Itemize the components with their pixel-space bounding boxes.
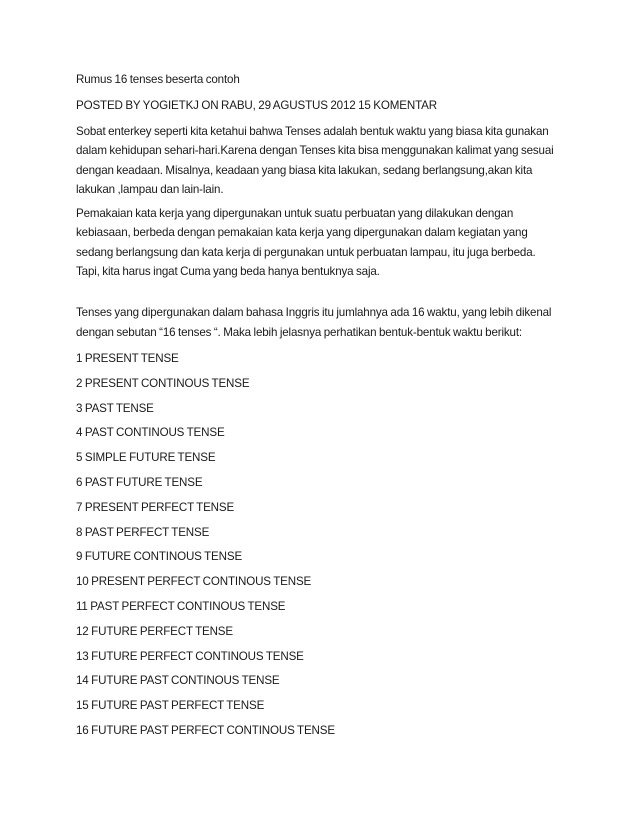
list-item: 2 PRESENT CONTINOUS TENSE: [76, 376, 250, 390]
document-page: [76, 70, 576, 744]
paragraph-usage: [76, 204, 576, 281]
list-item: 10 PRESENT PERFECT CONTINOUS TENSE: [76, 575, 312, 589]
list-item: 12 FUTURE PERFECT TENSE: [76, 624, 233, 638]
tenses-list: [76, 347, 576, 744]
list-item: 3 PAST TENSE: [76, 401, 154, 415]
paragraph-line: dalam kehidupan sehari-hari.Karena dengan Tenses kita bisa menggunakan kalimat yang sesuai: [76, 144, 554, 158]
post-byline: POSTED BY YOGIETKJ ON RABU, 29 AGUSTUS 2012 15 KOMENTAR: [76, 99, 437, 112]
paragraph-line: dengan keadaan. Misalnya, keadaan yang biasa kita lakukan, sedang berlangsung,akan kita: [76, 163, 533, 177]
paragraph-tenses-intro: [76, 303, 576, 342]
list-item: 13 FUTURE PERFECT CONTINOUS TENSE: [76, 649, 304, 663]
paragraph-line: Sobat enterkey seperti kita ketahui bahwa Tenses adalah bentuk waktu yang biasa kita gunakan: [76, 125, 549, 138]
paragraph-line: Pemakaian kata kerja yang dipergunakan untuk suatu perbuatan yang dilakukan dengan: [76, 207, 514, 221]
list-item: 9 FUTURE CONTINOUS TENSE: [76, 550, 243, 564]
paragraph-spacer: [76, 286, 576, 303]
list-item: 5 SIMPLE FUTURE TENSE: [76, 451, 216, 465]
paragraph-line: kebiasaan, berbeda dengan pemakaian kata kerja yang dipergunakan dalam kegiatan yang: [76, 226, 528, 240]
document-title: Rumus 16 tenses beserta contoh: [76, 73, 240, 86]
list-item: 15 FUTURE PAST PERFECT TENSE: [76, 699, 265, 713]
paragraph-line: lakukan ,lampau dan lain-lain.: [76, 182, 224, 196]
list-item: 8 PAST PERFECT TENSE: [76, 525, 210, 539]
list-item: 6 PAST FUTURE TENSE: [76, 475, 203, 489]
list-item: 7 PRESENT PERFECT TENSE: [76, 500, 235, 514]
paragraph-line: sedang berlangsung dan kata kerja di pergunakan untuk perbuatan lampau, itu juga berbeda.: [76, 245, 536, 259]
list-item: 4 PAST CONTINOUS TENSE: [76, 426, 225, 440]
list-item: 11 PAST PERFECT CONTINOUS TENSE: [76, 599, 286, 613]
list-item: 16 FUTURE PAST PERFECT CONTINOUS TENSE: [76, 723, 335, 737]
paragraph-line: Tapi, kita harus ingat Cuma yang beda hanya bentuknya saja.: [76, 265, 380, 279]
paragraph-intro: [76, 122, 576, 199]
list-item: 1 PRESENT TENSE: [76, 351, 179, 365]
list-item: 14 FUTURE PAST CONTINOUS TENSE: [76, 674, 280, 688]
paragraph-line: Tenses yang dipergunakan dalam bahasa Inggris itu jumlahnya ada 16 waktu, yang lebih dikenal: [76, 306, 552, 320]
paragraph-line: dengan sebutan “16 tenses “. Maka lebih jelasnya perhatikan bentuk-bentuk waktu berikut:: [76, 325, 522, 339]
